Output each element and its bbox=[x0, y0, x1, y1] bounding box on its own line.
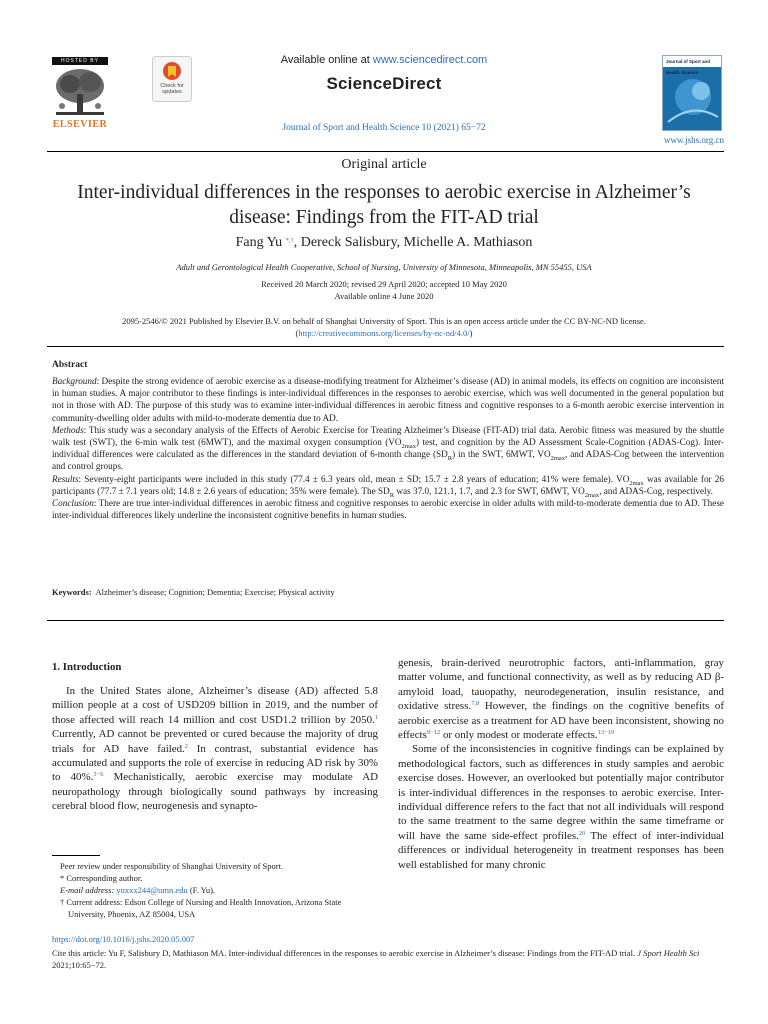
journal-citation-link[interactable]: Journal of Sport and Health Science 10 (2021) 65−72 bbox=[282, 123, 486, 133]
intro-paragraph-1: In the United States alone, Alzheimer’s disease (AD) affected 5.8 million people at a cost of USD209 billion in 2019, and the number of those affected will reach 14 million and cost USD1.2 trillion by 2050.$^1$ Currently, AD cannot be prevented or cured because the majority of drug trials for AD have failed.$^2$ In contrast, substantial evidence has accumulated and supports the role of exercise in reducing AD risk by 30% to 40%.$^{3-6}$ Mechanistically, aerobic exercise may modulate AD neuropathology through biologically sound pathways by increasing cerebral blood flow, neurogenesis and synapto- bbox=[52, 685, 378, 813]
ref-link[interactable]: 9−12 bbox=[426, 729, 441, 737]
available-online-line bbox=[0, 54, 768, 66]
section-heading-introduction: 1. Introduction bbox=[52, 661, 122, 673]
available-prefix: Available online at bbox=[280, 54, 373, 66]
intro-paragraph-1-continued: genesis, brain-derived neurotrophic factors, anti-inflammation, gray matter volume, and functional connectivity, as well as by reducing AD β-amyloid load, tauopathy, neurodegeneration, insulin resistance, and oxidative stress.$^{7,8}$ However, the findings on the cognitive benefits of aerobic exercise as a treatment for AD have been inconsistent, showing no effects$^{9-12}$ or only modest or moderate effects.$^{13-19}$ bbox=[398, 657, 724, 742]
ref-link[interactable]: 20 bbox=[578, 829, 586, 837]
ref-link[interactable]: 1 bbox=[374, 713, 378, 721]
author-list bbox=[0, 235, 768, 251]
email-link[interactable]: yuxxx244@umn.edu bbox=[116, 885, 188, 895]
ref-link[interactable]: 13−19 bbox=[597, 729, 615, 737]
sciencedirect-logo: ScienceDirect bbox=[326, 74, 442, 93]
abstract-background: Background: Despite the strong evidence of aerobic exercise as a disease-modifying treatment for Alzheimer’s disease (AD) in animal models, its effects on cognition are inconsistent in human studies. A major contributor to these findings is inter-individual differences in the responses to aerobic exercise, which was well documented in the general population but not in those with AD. The purpose of this study was to examine inter-individual differences in aerobic fitness and cognitive responses to a 6-month aerobic exercise intervention in community-dwelling older adults with mild-to-moderate dementia due to AD. bbox=[52, 376, 724, 423]
footnote-email: E-mail address: yuxxx244@umn.edu (F. Yu). bbox=[60, 885, 216, 895]
footnotes bbox=[52, 860, 378, 920]
body-column-left bbox=[52, 684, 378, 814]
ref-link[interactable]: 7,8 bbox=[471, 700, 480, 708]
cover-graphic bbox=[663, 67, 721, 130]
abstract-body bbox=[52, 375, 724, 521]
available-online-date: Available online 4 June 2020 bbox=[334, 291, 434, 301]
license-text: 2095-2546/© 2021 Published by Elsevier B.V. on behalf of Shanghai University of Sport. This is an open access article under the CC BY-NC-ND license. bbox=[122, 316, 646, 326]
journal-website-link[interactable]: www.jshs.org.cn bbox=[664, 135, 724, 145]
hosted-by-label: HOSTED BY bbox=[52, 57, 108, 65]
cover-title: Journal of Sport and Health Science bbox=[663, 56, 721, 67]
abstract-top-divider bbox=[47, 346, 724, 347]
header-divider bbox=[47, 151, 724, 152]
footnote-corresponding: * Corresponding author. bbox=[60, 873, 143, 883]
affiliation: Adult and Gerontological Health Cooperative, School of Nursing, University of Minnesota, Minneapolis, MN 55455, USA bbox=[176, 262, 592, 272]
footnote-divider bbox=[52, 855, 100, 856]
abstract-results: Results: Seventy-eight participants were included in this study (77.4 ± 6.3 years old, mean ± SD; 15.7 ± 2.8 years of education; 41% were female). $VO_{2max}$ was available for 26 participants (77.7 ± 7.1 years old; 14.8 ± 2.6 years of education; 35% were female). The $SD_R$ was 37.0, 121.1, 1.7, and 2.3 for SWT, 6MWT, $VO_{2max}$, and ADAS-Cog, respectively. bbox=[52, 473, 724, 499]
author-marks[interactable]: *,† bbox=[285, 237, 294, 244]
keywords-line bbox=[52, 587, 335, 597]
journal-cover-image[interactable] bbox=[662, 55, 722, 131]
body-column-right bbox=[398, 656, 724, 872]
cite-this-article: Cite this article: Yu F, Salisbury D, Mathiason MA. Inter-individual differences in the responses to aerobic exercise in Alzheimer’s disease: Findings from the FIT-AD trial. J Sport Health Sci 2021;10:65−72. bbox=[52, 948, 700, 970]
keywords-list: Alzheimer’s disease; Cognition; Dementia; Exercise; Physical activity bbox=[95, 587, 335, 597]
received-dates: Received 20 March 2020; revised 29 April 2020; accepted 10 May 2020 bbox=[261, 279, 507, 289]
footnote-peer-review: Peer review under responsibility of Shanghai University of Sport. bbox=[60, 861, 284, 871]
author-name-yu: Fang Yu bbox=[235, 235, 283, 250]
article-title: Inter-individual differences in the responses to aerobic exercise in Alzheimer’s disease: Findings from the FIT-AD trial bbox=[77, 182, 691, 228]
doi-link[interactable]: https://doi.org/10.1016/j.jshs.2020.05.007 bbox=[52, 934, 195, 944]
abstract-methods: Methods: This study was a secondary analysis of the Effects of Aerobic Exercise for Treating Alzheimer’s Disease (FIT-AD) trial data. Aerobic fitness was measured by the shuttle walk test (SWT), the 6-min walk test (6MWT), and the maximal oxygen consumption $(VO_{2max})$ test, and cognition by the AD Assessment Scale-Cognition (ADAS-Cog). Inter-individual differences were calculated as the differences in the standard deviation of 6-month change $(SD_R)$ in the SWT, 6MWT, $VO_{2max}$, and ADAS-Cog between the intervention and control groups. bbox=[52, 424, 724, 472]
other-authors: , Dereck Salisbury, Michelle A. Mathiason bbox=[293, 235, 533, 250]
sciencedirect-link[interactable]: www.sciencedirect.com bbox=[372, 54, 488, 66]
check-updates-label: Check for updates bbox=[160, 83, 184, 95]
footnote-current-address: † Current address: Edson College of Nursing and Health Innovation, Arizona State University, Phoenix, AZ 85004, USA bbox=[60, 897, 342, 919]
ref-link[interactable]: 3−6 bbox=[93, 771, 104, 779]
elsevier-wordmark: ELSEVIER bbox=[52, 119, 108, 130]
abstract-heading: Abstract bbox=[52, 360, 88, 370]
ref-link[interactable]: 2 bbox=[184, 742, 189, 750]
license-statement: 2095-2546/© 2021 Published by Elsevier B.V. on behalf of Shanghai University of Sport. This is an open access article under the CC BY-NC-ND license. (http://creativecommons.org/licenses/by-nc-nd/4.0/) bbox=[0, 315, 768, 339]
article-type: Original article bbox=[341, 157, 427, 172]
license-link[interactable]: http://creativecommons.org/licenses/by-nc-nd/4.0/ bbox=[298, 328, 470, 338]
intro-paragraph-2: Some of the inconsistencies in cognitive findings can be explained by methodological factors, such as differences in study samples and aerobic exercise doses. However, an overlooked but potentially major contributor is inter-individual differences in the responses to aerobic exercise. Inter-individual difference refers to the fact that not all individuals will respond to the same treatment to the same degree within the same timeframe or will have the same side-effect profiles.$^{20}$ The effect of inter-individual differences or individual heterogeneity in treatment responses has been well established for many chronic bbox=[398, 743, 724, 871]
abstract-bottom-divider bbox=[47, 620, 724, 621]
keywords-label: Keywords: bbox=[52, 587, 92, 597]
abstract-conclusion: Conclusion: There are true inter-individual differences in aerobic fitness and cognitive responses to aerobic exercise in older adults with mild-to-moderate dementia due to AD. These inter-individual differences likely underline the inconsistent cognitive benefits in human studies. bbox=[52, 498, 724, 521]
article-history bbox=[0, 278, 768, 302]
